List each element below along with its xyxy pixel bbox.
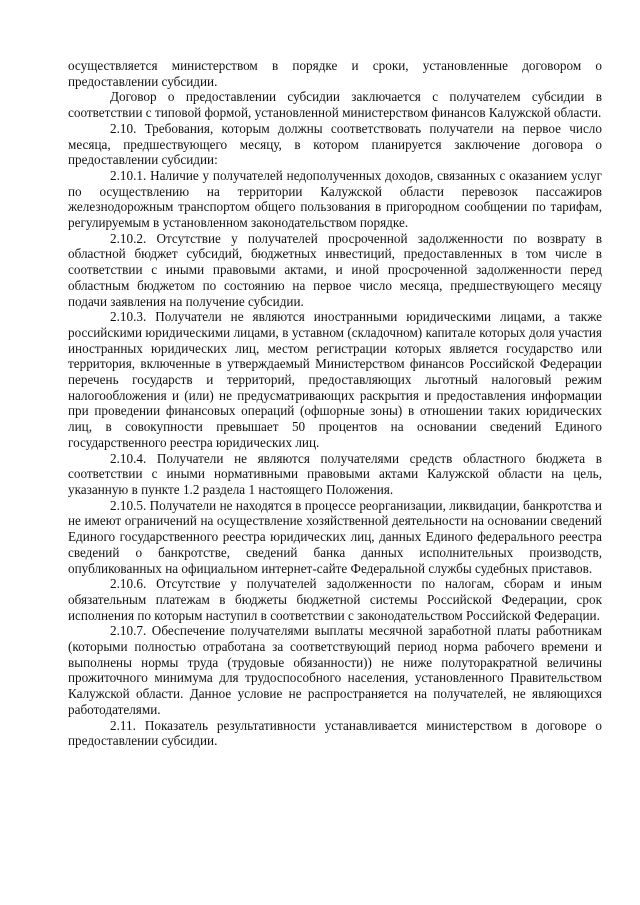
paragraph-2-10-3: 2.10.3. Получатели не являются иностранными юридическими лицами, а также российскими юридическими лицами, в уставном (складочном) капитале которых доля участия иностранных юридических лиц, местом регистрации которых является государство или территория, включенные в утверждаемый Министерством финансов Российской Федерации перечень государств и территорий, предоставляющих льготный налоговый режим налогообложения и (или) не предусматривающих раскрытия и предоставления информации при проведении финансовых операций (офшорные зоны) в отношении таких юридических лиц, в совокупности превышает 50 процентов на основании сведений Единого государственного реестра юридических лиц. bbox=[68, 309, 602, 450]
paragraph-2-10-5: 2.10.5. Получатели не находятся в процессе реорганизации, ликвидации, банкротства и не имеют ограничений на осуществление хозяйственной деятельности на основании сведений Единого государственного реестра юридических лиц, данных Единого федерального реестра сведений о банкротстве, сведений банка данных исполнительных производств, опубликованных на официальном интернет-сайте Федеральной службы судебных приставов. bbox=[68, 497, 602, 576]
document-body bbox=[68, 58, 602, 749]
paragraph-2-10: 2.10. Требования, которым должны соответствовать получатели на первое число месяца, предшествующего месяцу, в котором планируется заключение договора о предоставлении субсидии: bbox=[68, 120, 602, 168]
paragraph-2-10-6: 2.10.6. Отсутствие у получателей задолженности по налогам, сборам и иным обязательным платежам в бюджеты бюджетной системы Российской Федерации, срок исполнения по которым наступил в соответствии с законодательством Российской Федерации. bbox=[68, 576, 602, 623]
paragraph-2-10-1: 2.10.1. Наличие у получателей недополученных доходов, связанных с оказанием услуг по осуществлению на территории Калужской области перевозок пассажиров железнодорожным транспортом общего пользования в пригородном сообщении по тарифам, регулируемым в установленном законодательством порядке. bbox=[68, 167, 602, 231]
paragraph-2-11: 2.11. Показатель результативности устанавливается министерством в договоре о предоставлении субсидии. bbox=[68, 717, 602, 749]
paragraph-2-10-7: 2.10.7. Обеспечение получателями выплаты месячной заработной платы работникам (которыми полностью отработана за соответствующий период норма рабочего времени и выполнены нормы труда (трудовые обязанности)) не ниже полуторакратной величины прожиточного минимума для трудоспособного населения, установленного Правительством Калужской области. Данное условие не распространяется на получателей, не являющихся работодателями. bbox=[68, 623, 602, 717]
paragraph-2-10-2: 2.10.2. Отсутствие у получателей просроченной задолженности по возврату в областной бюджет субсидий, бюджетных инвестиций, предоставленных в том числе в соответствии с иными правовыми актами, и иной просроченной задолженности перед областным бюджетом по состоянию на первое число месяца, предшествующего месяцу подачи заявления на получение субсидии. bbox=[68, 230, 602, 309]
paragraph-contract: Договор о предоставлении субсидии заключается с получателем субсидии в соответствии с типовой формой, установленной министерством финансов Калужской области. bbox=[68, 89, 602, 121]
paragraph-2-10-4: 2.10.4. Получатели не являются получателями средств областного бюджета в соответствии с иными нормативными правовыми актами Калужской области на цель, указанную в пункте 1.2 раздела 1 настоящего Положения. bbox=[68, 450, 602, 497]
paragraph-continuation: осуществляется министерством в порядке и сроки, установленные договором о предоставлении субсидии. bbox=[68, 58, 602, 89]
